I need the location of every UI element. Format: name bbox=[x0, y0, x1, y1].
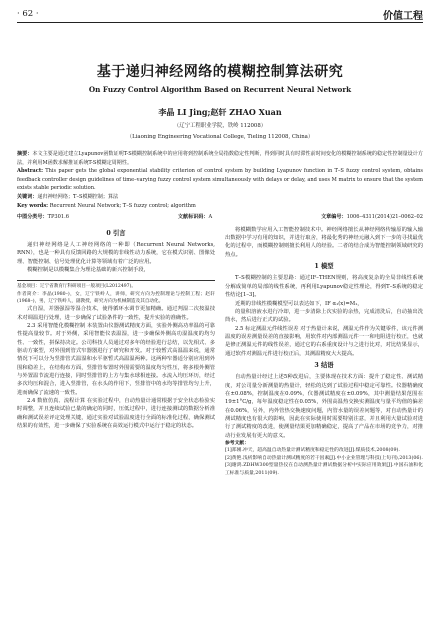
section-heading: 0 引言 bbox=[106, 229, 126, 237]
keywords-en: Key words: Recurrent Neural Network; T–S fuzzy control; algorithm bbox=[17, 202, 196, 209]
author-line: 李晶 LI Jing;赵轩 ZHAO Xuan bbox=[158, 107, 282, 117]
affiliation-en: （Liaoning Engineering Vocational College, Tieling 112008, China） bbox=[126, 134, 314, 140]
article-title-cn: 基于递归神经网络的模糊控制算法研究 bbox=[96, 64, 344, 80]
paragraph: 的量积溶液水进行冷却，进一步清除上次实验的余热，完成清洗后，自动抽出洗筒水，然后进行正式的试验。 bbox=[225, 308, 423, 324]
reference-item: [3]谢鸿.ZDHW300型量热仪在自动测热量计测试数据分析中实际应用效果[J].中国石油和化工标准与质量,2011(09). bbox=[225, 463, 423, 476]
reference-item: [1]郑刚.冲天，超高温自动热量计测试精度和稳定性的改进[J].煤质技术,2008(09). bbox=[225, 448, 400, 454]
references-title: 参考文献： bbox=[225, 440, 249, 446]
paragraph: 递归神经网络是人工神经网络的一种即（Recurrent Neural Networks, RNN），也是一种具有反馈回路的大规模的非线性动力系统，它在模式识别、图像处理、智能控制、信号处理优化计算等领域有着广泛的应用。 bbox=[17, 242, 215, 265]
paragraph: 模糊控制是以模糊集合为理论基础的新兴控制手段， bbox=[27, 267, 149, 274]
affiliation-cn: （辽宁工程职业学院，铁岭 112008） bbox=[173, 123, 267, 129]
paragraph: T–S模糊控制的主要思路：通过IF–THEN规则，将高度复杂的全局非线性系统分解成简单的局部的线性系统，再利用Lyapunov稳定性理论，得到T–S系统的稳定性结论[1–3]。 bbox=[225, 275, 423, 299]
paragraph: 2.3 采用智能化模糊控制 本装置由仪器测试精度方面，实验外侧高功率温的可靠性提高量较节。对于外侧，采用智能仪表温湿，进一步确保外侧高功湿温度的均匀性、一致性，拼保持决定。公司科技人员通过对多年的经验进行总结，以先相式、多驱动方案型，对外围到管式窄器器进行了研究和开发。对于较暂式高温温来说，通常情况下可以分为竖排管式温湿和水平驱暂式高温温两种。这两种窄器适分别应用到外围和稳差上，在结构布方面，竖排管布置时外围需要的温度均匀性压，将多根外侧管与外置温节流进行连接，同时竖排管的上方与集水球相连接。水流入均压环历，经过多次均压和混合，进入竖排管，在水头的作用下，竖排管中的水均等排管均匀上升，进而确保了流速的一致性。 bbox=[17, 323, 215, 396]
author-bio-note: 作者简介：李晶(1980–)，女，辽宁铁岭人，讲师，研究方向为控制理论与控制工程；赵轩(1968–)，男，辽宁铁岭人，副教授，研究方向为机械制造及其自动化。 bbox=[17, 291, 215, 305]
reference-item: [2]黄艳.浅析影响自动热量计测试精度的若干因素[J].中小企业管理与科技(上旬刊),2013(06). bbox=[225, 455, 423, 461]
paragraph: 将模糊数学应用入工智能控制技术中。神经网络擅长从神经网络传输原的输入输出数据中学习有用的知识，并进行取舍，将最化秀的神经元融入到下一步的寻找最优化的过程中，而模糊控制则擅长利用人的经验。二者的结合成为智能控制领域研究的热点。 bbox=[225, 226, 423, 258]
paragraph: 自动热量计经过上述5种改进后，主要体现在技术方面：提升了稳定性、测试精度，对公司量分新测量的热量计，轻松的达到了试验过程中稳定可靠性。仪器精确度在±0.08%，控制温度在0.09%，仪器测试精度在±0.09%，其中测量结果范围在19±1°C/g，每年温度稳定性在0.05%，外围高温热交换实测温度与量平均值的偏差在0.06%，另外，内外管热交换速度问题，内管水量的误差问题等，对自动热量计的测试精度也有很大的影响，因此在实际使用时需要特别注意，并且利用大量试验对进行了测试精度的改进，使测量结果更加精确稳定，提高了产品在市场的竞争力，对推动行业发展有更大的意义。 bbox=[225, 374, 423, 439]
section-heading: 3 结语 bbox=[314, 361, 334, 369]
abstract-block bbox=[17, 150, 423, 222]
classification-row bbox=[17, 213, 423, 222]
paragraph: 式自湿，并器强湿等湿合技术，使得循环水调节更加精确。通过判湿二次按温技术对调温进行处理，进一步确保了试验条件的一致性，提升实验的准确性。 bbox=[17, 306, 215, 321]
footnote-block bbox=[17, 280, 215, 305]
document-code: 文献标识码：A bbox=[177, 214, 213, 221]
page-number: · 62 · bbox=[17, 9, 39, 19]
paragraph: 近期的非线性模糊模型可以表达如下，IF α₁(x)=M₁， bbox=[235, 300, 363, 307]
clc-number: 中图分类号：TP301.6 bbox=[17, 214, 69, 221]
body-columns bbox=[17, 226, 423, 477]
journal-name: 价值工程 bbox=[383, 11, 423, 22]
left-column bbox=[17, 226, 215, 477]
paragraph: 2.5 标定测温元件线性误差 对于热量计来说，测温元件作为关键零件，该元件测温度的误差测量误差的直接影响，用软件对内部测温元件一一和电阻进行校正，也就是修正测温元件的线性误差，通过它的右系重度设计与之进行比对，对比结果显示，通过软件对测温元件进行校正后，其测温精度大大提高。 bbox=[225, 325, 423, 357]
keywords-cn: 关键词：递归神经网络；T–S模糊控制；算法 bbox=[17, 193, 119, 200]
references bbox=[225, 440, 423, 477]
paragraph: 2.4 数值仿真、流程计算 在实验过程中，自动热量计通常根据于安全状态检验实时调整，并且连续试验已量的确定的同时，压低过程中，进行连接测试的数据分析准确和测试误差评定处理关键，通过实验对试验温度进行全面的标准化过程，确保测试结果的有效性，进一步确保了实验系统在高效运行模式中运行于稳定的状态。 bbox=[17, 398, 215, 430]
running-header bbox=[17, 0, 423, 23]
article-title-en: On Fuzzy Control Algorithm Based on Recurrent Neural Network bbox=[88, 85, 352, 94]
abstract-cn: 摘要：本文主要是通过建立Lyapunov函数证明T-S模糊控制系统中的应用将到控制系统全局指数稳定性判断，得到同时具有时滞性前时间变化的模糊控制系统的稳定性控制量设计方法，并利用M函数求解推证系统T-S模糊定周期性。 bbox=[17, 151, 423, 166]
right-column bbox=[225, 226, 423, 477]
section-heading: 1 模型 bbox=[314, 263, 334, 271]
funding-note: 基金项目：辽宁省教育厅科研项目一般项目(L2012497)。 bbox=[17, 284, 136, 290]
article-number: 文章编号：1006–4311(2014)21–0062–02 bbox=[321, 214, 423, 221]
abstract-en: Abstract: This paper gets the global exponential stability criterion of control system by building Lyapunov function in T–S fuzzy control system, obtains feedback controller design guidelines of time–varying fuzzy control system simultaneously with delays or delay, and uses M matrix to ensure that the system exists stable periodic solution. bbox=[17, 168, 423, 192]
